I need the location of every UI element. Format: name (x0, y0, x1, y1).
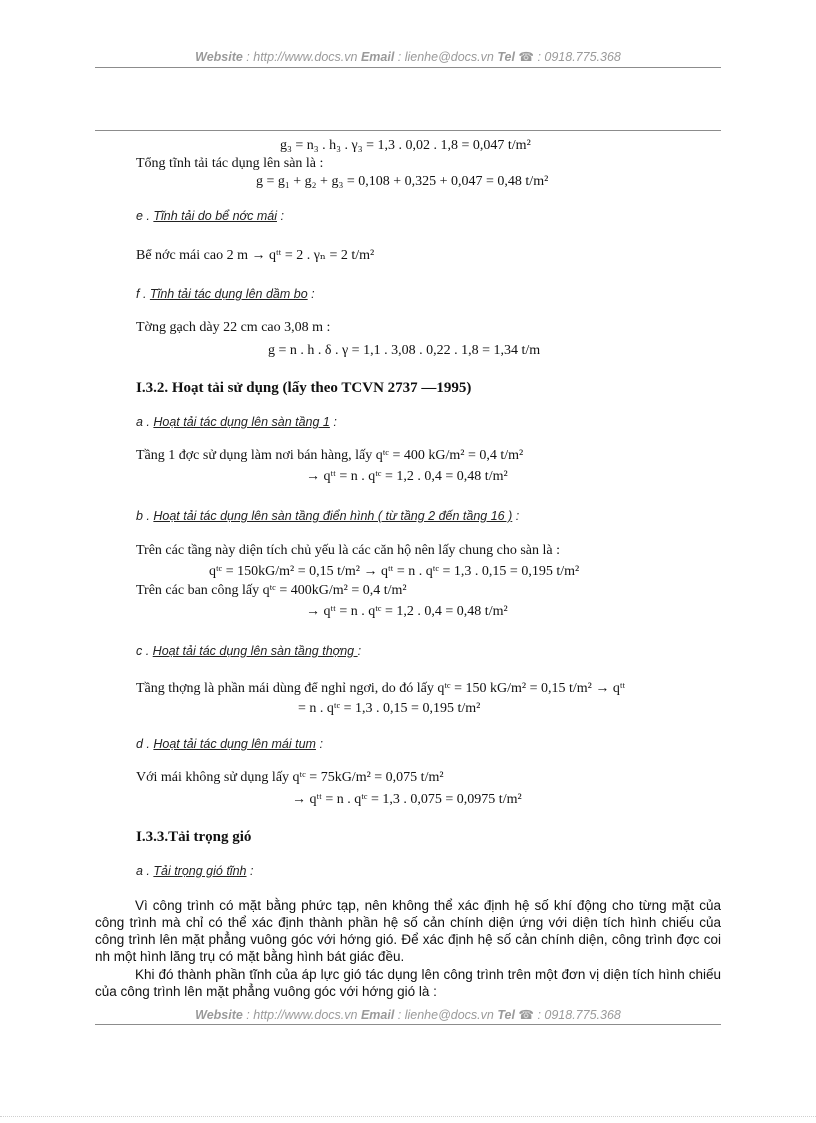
text-brick-wall: Tờng gạch dày 22 cm cao 3,08 m : (136, 320, 331, 335)
subheading-b-title: Hoạt tải tác dụng lên sàn tầng điển hình ( từ tầng 2 đến tầng 16 ) (153, 509, 513, 523)
subheading-d-prefix: d . (136, 737, 154, 751)
subheading-a-title: Hoạt tải tác dụng lên sàn tầng 1 (153, 415, 330, 429)
page-header (0, 49, 816, 64)
page-bottom-dotted-line (0, 1116, 816, 1117)
subheading-b-prefix: b . (136, 509, 154, 523)
footer-website-value[interactable]: : http://www.docs.vn (242, 1008, 361, 1022)
paragraph-static-wind: Khi đó thành phần tĩnh của áp lực gió tác dụng lên công trình trên một đơn vị diện tích hình chiếu của công trình lên mặt phẳng vuông góc với hớng gió là : (95, 967, 721, 999)
subheading-b-suffix: : (512, 509, 520, 523)
subheading-wind-a-prefix: a . (136, 864, 154, 878)
subheading-c-suffix: : (357, 644, 362, 658)
subheading-d-suffix: : (315, 737, 323, 751)
subheading-wind-a-title: Tải trọng gió tĩnh (153, 864, 247, 878)
section-heading-live-load: I.3.2. Hoạt tải sử dụng (lấy theo TCVN 2737 —1995) (136, 380, 472, 396)
footer-rule (95, 1024, 721, 1025)
subheading-c-title: Hoạt tải tác dụng lên sàn tầng thợng (152, 644, 358, 658)
text-typical-floors: Trên các tầng này diện tích chủ yếu là các căn hộ nên lấy chung cho sàn là : (136, 543, 560, 558)
subheading-e-suffix: : (276, 209, 284, 223)
content-top-rule (95, 130, 721, 131)
subheading-a-suffix: : (329, 415, 337, 429)
formula-roof-floor: = n . qᵗᶜ = 1,3 . 0,15 = 0,195 t/m² (298, 701, 481, 716)
formula-typical-floor: qᵗᶜ = 150kG/m² = 0,15 t/m² → qᵗᵗ = n . qᵗᶜ = 1,3 . 0,15 = 0,195 t/m² (209, 564, 580, 579)
subheading-d (136, 736, 323, 752)
subheading-e-prefix: e . (136, 209, 154, 223)
subheading-f-suffix: : (307, 287, 315, 301)
text-balcony: Trên các ban công lấy qᵗᶜ = 400kG/m² = 0,4 t/m² (136, 583, 407, 598)
section-heading-wind-load: I.3.3.Tải trọng gió (136, 829, 252, 845)
subheading-a (136, 414, 337, 430)
subheading-f (136, 286, 315, 302)
footer-tel-value: ☎ : 0918.775.368 (514, 1008, 621, 1022)
subheading-e-title: Tĩnh tải do bể nớc mái (153, 209, 277, 223)
formula-g-total: g = g₁ + g₂ + g₃ = 0,108 + 0,325 + 0,047 = 0,48 t/m² (256, 174, 549, 189)
formula-floor-1: → qᵗᵗ = n . qᵗᶜ = 1,2 . 0,4 = 0,48 t/m² (306, 469, 508, 484)
text-unused-roof: Với mái không sử dụng lấy qᵗᶜ = 75kG/m² = 0,075 t/m² (136, 770, 444, 785)
subheading-wind-a (136, 863, 253, 879)
subheading-b (136, 508, 519, 524)
text-roof-floor: Tầng thợng là phần mái dùng để nghỉ ngơi, do đó lấy qᵗᶜ = 150 kG/m² = 0,15 t/m² → qᵗᵗ (136, 681, 626, 696)
formula-wall-load: g = n . h . δ . γ = 1,1 . 3,08 . 0,22 . 1,8 = 1,34 t/m (268, 343, 541, 358)
page-footer (0, 1007, 816, 1022)
text-total-static-load: Tổng tĩnh tải tác dụng lên sàn là : (136, 156, 324, 171)
email-value[interactable]: : lienhe@docs.vn (394, 50, 498, 64)
tel-value: ☎ : 0918.775.368 (514, 50, 621, 64)
formula-balcony: → qᵗᵗ = n . qᵗᶜ = 1,2 . 0,4 = 0,48 t/m² (306, 604, 508, 619)
subheading-c-prefix: c . (136, 644, 153, 658)
footer-email-value[interactable]: : lienhe@docs.vn (394, 1008, 498, 1022)
subheading-c (136, 643, 361, 659)
footer-email-label: Email (360, 1008, 395, 1022)
subheading-f-prefix: f . (136, 287, 150, 301)
header-rule (95, 67, 721, 68)
website-label: Website (195, 50, 243, 64)
formula-g3: g₃ = n₃ . h₃ . γ₃ = 1,3 . 0,02 . 1,8 = 0,047 t/m² (280, 138, 531, 153)
footer-website-label: Website (195, 1008, 243, 1022)
subheading-e (136, 208, 284, 224)
footer-tel-label: Tel (497, 1008, 515, 1022)
formula-unused-roof: → qᵗᵗ = n . qᵗᶜ = 1,3 . 0,075 = 0,0975 t/m² (292, 792, 522, 807)
text-water-tank: Bể nớc mái cao 2 m → qᵗᵗ = 2 . γₙ = 2 t/m² (136, 248, 375, 263)
website-value[interactable]: : http://www.docs.vn (242, 50, 361, 64)
subheading-f-title: Tĩnh tải tác dụng lên dầm bo (149, 287, 308, 301)
subheading-d-title: Hoạt tải tác dụng lên mái tum (153, 737, 316, 751)
subheading-wind-a-suffix: : (246, 864, 254, 878)
subheading-a-prefix: a . (136, 415, 154, 429)
email-label: Email (360, 50, 395, 64)
tel-label: Tel (497, 50, 515, 64)
text-floor-1-load: Tầng 1 đợc sử dụng làm nơi bán hàng, lấy qᵗᶜ = 400 kG/m² = 0,4 t/m² (136, 448, 524, 463)
paragraph-wind-coefficient: Vì công trình có mặt bằng phức tạp, nên không thể xác định hệ số khí động cho từng mặt của công trình mà chỉ có thể xác định thành phần hệ số cản chính diện ứng với diện tích hình chiếu của công trình lên mặt phẳng vuông góc với hớng gió. Để xác định hệ số cản chính diện, công trình đợc coi nh một hình lăng trụ có mặt bằng hình bát giác đều. (95, 898, 721, 964)
